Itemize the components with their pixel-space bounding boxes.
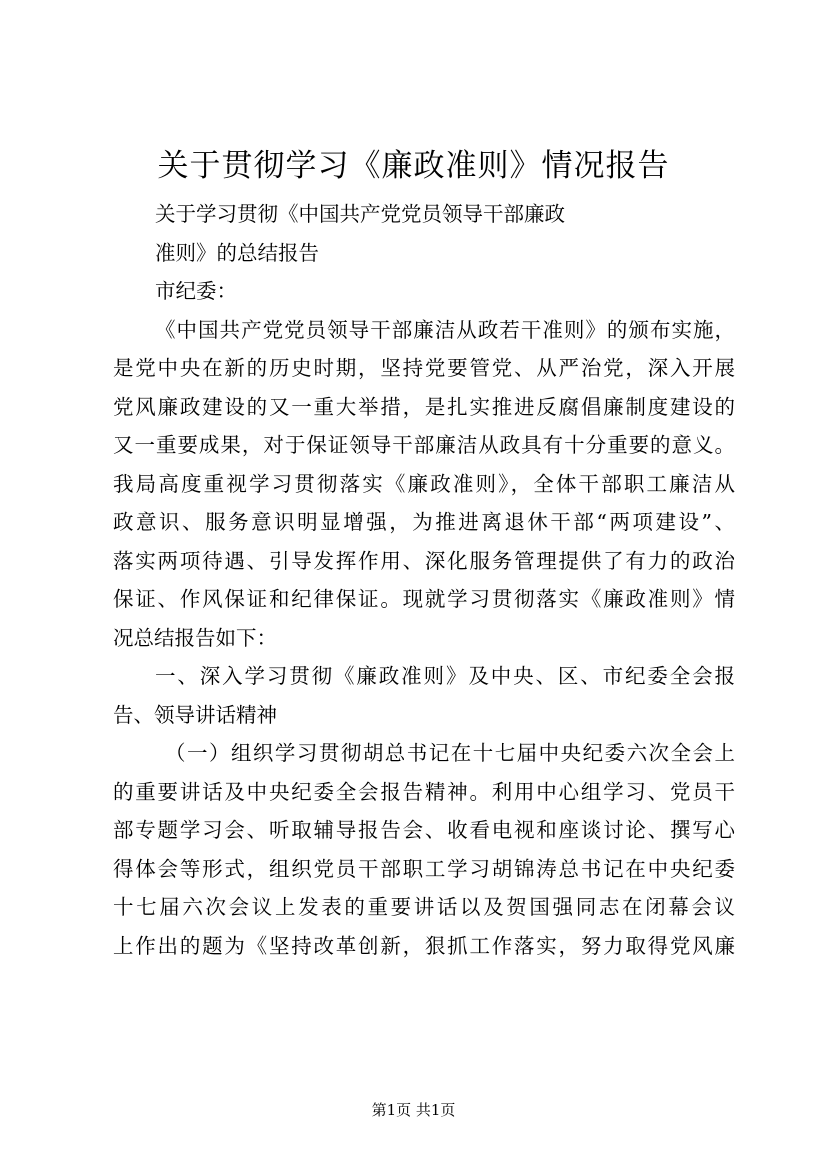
body-line: 告、领导讲话精神 xyxy=(113,702,277,727)
body-line: 市纪委： xyxy=(155,279,237,303)
document-body xyxy=(113,195,735,965)
body-line: 保证、作风保证和纪律保证。现就学习贯彻落实《廉政准则》情 xyxy=(113,587,735,611)
body-line: 上作出的题为《坚持改革创新，狠抓工作落实，努力取得党风廉 xyxy=(113,933,735,958)
body-line: 政意识、服务意识明显增强，为推进离退休干部“两项建设”、 xyxy=(113,510,735,534)
body-line: 关于学习贯彻《中国共产党党员领导干部廉政 xyxy=(155,202,565,226)
page-number: 第1页 共1页 xyxy=(371,1101,456,1119)
body-line: 是党中央在新的历史时期，坚持党要管党、从严治党，深入开展 xyxy=(113,356,735,380)
body-line: 十七届六次会议上发表的重要讲话以及贺国强同志在闭幕会议 xyxy=(113,895,735,919)
body-line: 部专题学习会、听取辅导报告会、收看电视和座谈讨论、撰写心 xyxy=(113,818,735,842)
body-line: 党风廉政建设的又一重大举措，是扎实推进反腐倡廉制度建设的 xyxy=(113,394,735,419)
document-title: 关于贯彻学习《廉政准则》情况报告 xyxy=(157,148,670,184)
body-line: 的重要讲话及中央纪委全会报告精神。利用中心组学习、党员干 xyxy=(113,779,735,804)
body-line: 一、深入学习贯彻《廉政准则》及中央、区、市纪委全会报 xyxy=(155,664,735,688)
body-line: 况总结报告如下： xyxy=(113,625,277,650)
body-line: （一）组织学习贯彻胡总书记在十七届中央纪委六次全会上 xyxy=(165,741,735,765)
body-line: 准则》的总结报告 xyxy=(155,240,319,265)
body-line: 得体会等形式，组织党员干部职工学习胡锦涛总书记在中央纪委 xyxy=(113,856,735,881)
body-line: 我局高度重视学习贯彻落实《廉政准则》，全体干部职工廉洁从 xyxy=(113,471,735,496)
body-line: 落实两项待遇、引导发挥作用、深化服务管理提供了有力的政治 xyxy=(113,548,735,573)
body-line: 《中国共产党党员领导干部廉洁从政若干准则》的颁布实施， xyxy=(155,317,735,342)
body-line: 又一重要成果，对于保证领导干部廉洁从政具有十分重要的意义。 xyxy=(113,433,735,457)
